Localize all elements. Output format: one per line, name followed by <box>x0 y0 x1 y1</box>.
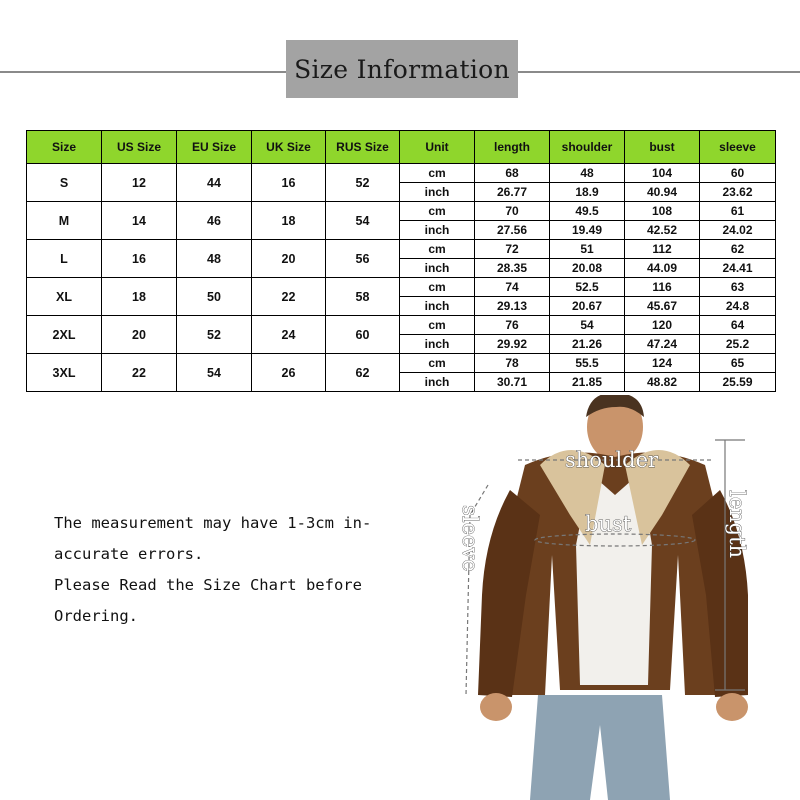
jacket-figure-svg <box>430 395 800 800</box>
right-hand <box>716 693 748 721</box>
length-cell: 70 <box>475 202 550 221</box>
sleeve-cell: 25.2 <box>700 335 776 354</box>
shoulder-cell: 49.5 <box>550 202 625 221</box>
sleeve-cell: 61 <box>700 202 776 221</box>
uk-size-cell: 16 <box>252 164 326 202</box>
size-chart-table <box>26 130 776 392</box>
sleeve-cell: 24.8 <box>700 297 776 316</box>
table-row <box>27 164 776 183</box>
length-cell: 28.35 <box>475 259 550 278</box>
size-cell: 2XL <box>27 316 102 354</box>
eu-size-cell: 52 <box>177 316 252 354</box>
sleeve-cell: 24.41 <box>700 259 776 278</box>
length-label: length <box>725 490 749 559</box>
note-line: The measurement may have 1-3cm in- <box>54 514 372 532</box>
length-cell: 74 <box>475 278 550 297</box>
rus-size-cell: 56 <box>326 240 400 278</box>
unit-cell: inch <box>400 259 475 278</box>
unit-cell: inch <box>400 373 475 392</box>
column-header-eu-size: EU Size <box>177 131 252 164</box>
left-hand <box>480 693 512 721</box>
length-cell: 27.56 <box>475 221 550 240</box>
length-cell: 29.13 <box>475 297 550 316</box>
size-cell: L <box>27 240 102 278</box>
size-cell: S <box>27 164 102 202</box>
unit-cell: inch <box>400 183 475 202</box>
note-line: accurate errors. <box>54 545 204 563</box>
shoulder-cell: 20.67 <box>550 297 625 316</box>
table-row <box>27 240 776 259</box>
us-size-cell: 14 <box>102 202 177 240</box>
shoulder-cell: 55.5 <box>550 354 625 373</box>
us-size-cell: 22 <box>102 354 177 392</box>
column-header-unit: Unit <box>400 131 475 164</box>
eu-size-cell: 44 <box>177 164 252 202</box>
sleeve-cell: 24.02 <box>700 221 776 240</box>
rus-size-cell: 58 <box>326 278 400 316</box>
bust-cell: 45.67 <box>625 297 700 316</box>
size-cell: M <box>27 202 102 240</box>
bust-cell: 47.24 <box>625 335 700 354</box>
note-line: Please Read the Size Chart before <box>54 576 362 594</box>
page-title: Size Information <box>286 40 518 98</box>
bust-cell: 124 <box>625 354 700 373</box>
length-cell: 68 <box>475 164 550 183</box>
eu-size-cell: 46 <box>177 202 252 240</box>
bust-cell: 40.94 <box>625 183 700 202</box>
size-cell: 3XL <box>27 354 102 392</box>
bust-cell: 104 <box>625 164 700 183</box>
shoulder-cell: 54 <box>550 316 625 335</box>
size-cell: XL <box>27 278 102 316</box>
table-row <box>27 316 776 335</box>
shoulder-cell: 48 <box>550 164 625 183</box>
us-size-cell: 18 <box>102 278 177 316</box>
shoulder-cell: 52.5 <box>550 278 625 297</box>
sleeve-cell: 64 <box>700 316 776 335</box>
sleeve-cell: 23.62 <box>700 183 776 202</box>
sleeve-cell: 62 <box>700 240 776 259</box>
column-header-length: length <box>475 131 550 164</box>
measurement-note <box>54 508 404 632</box>
uk-size-cell: 24 <box>252 316 326 354</box>
column-header-sleeve: sleeve <box>700 131 776 164</box>
note-line: Ordering. <box>54 607 138 625</box>
length-cell: 29.92 <box>475 335 550 354</box>
rus-size-cell: 52 <box>326 164 400 202</box>
column-header-shoulder: shoulder <box>550 131 625 164</box>
rus-size-cell: 62 <box>326 354 400 392</box>
uk-size-cell: 26 <box>252 354 326 392</box>
column-header-size: Size <box>27 131 102 164</box>
length-cell: 26.77 <box>475 183 550 202</box>
shoulder-cell: 18.9 <box>550 183 625 202</box>
column-header-rus-size: RUS Size <box>326 131 400 164</box>
eu-size-cell: 48 <box>177 240 252 278</box>
uk-size-cell: 20 <box>252 240 326 278</box>
length-cell: 76 <box>475 316 550 335</box>
sleeve-cell: 25.59 <box>700 373 776 392</box>
table-header-row <box>27 131 776 164</box>
shoulder-cell: 20.08 <box>550 259 625 278</box>
shoulder-cell: 51 <box>550 240 625 259</box>
column-header-uk-size: UK Size <box>252 131 326 164</box>
unit-cell: cm <box>400 278 475 297</box>
column-header-us-size: US Size <box>102 131 177 164</box>
eu-size-cell: 50 <box>177 278 252 316</box>
bust-cell: 120 <box>625 316 700 335</box>
shoulder-label: shoulder <box>565 448 659 472</box>
shoulder-cell: 21.85 <box>550 373 625 392</box>
bust-cell: 116 <box>625 278 700 297</box>
sleeve-cell: 60 <box>700 164 776 183</box>
shoulder-cell: 21.26 <box>550 335 625 354</box>
us-size-cell: 12 <box>102 164 177 202</box>
bust-cell: 48.82 <box>625 373 700 392</box>
unit-cell: cm <box>400 164 475 183</box>
unit-cell: inch <box>400 221 475 240</box>
length-cell: 72 <box>475 240 550 259</box>
rus-size-cell: 54 <box>326 202 400 240</box>
unit-cell: cm <box>400 202 475 221</box>
unit-cell: cm <box>400 354 475 373</box>
eu-size-cell: 54 <box>177 354 252 392</box>
sleeve-cell: 65 <box>700 354 776 373</box>
sleeve-label: sleeve <box>458 505 482 572</box>
unit-cell: cm <box>400 316 475 335</box>
us-size-cell: 16 <box>102 240 177 278</box>
unit-cell: inch <box>400 297 475 316</box>
shoulder-cell: 19.49 <box>550 221 625 240</box>
length-cell: 30.71 <box>475 373 550 392</box>
table-row <box>27 278 776 297</box>
uk-size-cell: 22 <box>252 278 326 316</box>
length-cell: 78 <box>475 354 550 373</box>
bust-cell: 112 <box>625 240 700 259</box>
column-header-bust: bust <box>625 131 700 164</box>
bust-label: bust <box>585 512 632 536</box>
jacket-model-illustration <box>430 395 800 800</box>
bust-cell: 108 <box>625 202 700 221</box>
rus-size-cell: 60 <box>326 316 400 354</box>
bust-cell: 44.09 <box>625 259 700 278</box>
unit-cell: inch <box>400 335 475 354</box>
unit-cell: cm <box>400 240 475 259</box>
us-size-cell: 20 <box>102 316 177 354</box>
bust-cell: 42.52 <box>625 221 700 240</box>
uk-size-cell: 18 <box>252 202 326 240</box>
sleeve-cell: 63 <box>700 278 776 297</box>
jeans-shape <box>530 695 670 800</box>
table-row <box>27 202 776 221</box>
table-row <box>27 354 776 373</box>
